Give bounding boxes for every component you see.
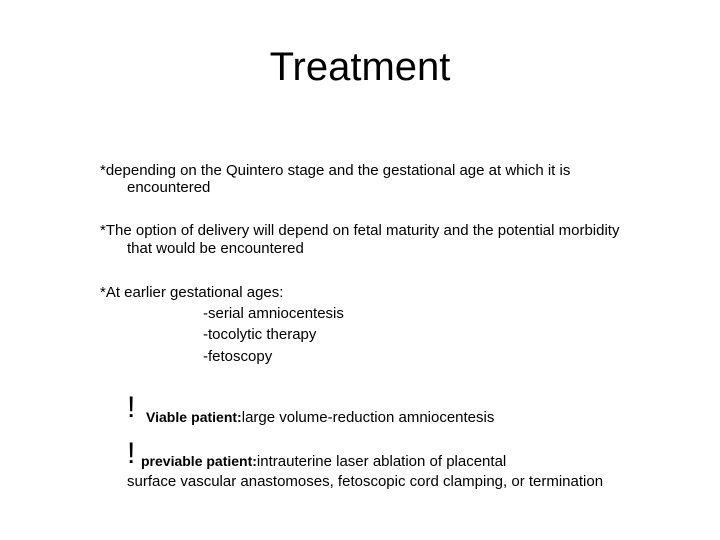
previable-patient-item (141, 451, 506, 472)
bullet-2-line-2: that would be encountered (127, 240, 304, 257)
exclamation-marker: ! (127, 437, 136, 470)
exclamation-marker: ! (127, 391, 136, 424)
sub-item-serial-amniocentesis: -serial amniocentesis (203, 305, 344, 322)
viable-patient-text: large volume-reduction amniocentesis (241, 409, 495, 426)
previable-patient-continuation: surface vascular anastomoses, fetoscopic cord clamping, or termination (127, 473, 604, 490)
previable-label: previable patient: (141, 453, 257, 469)
bullet-3-line-1: *At earlier gestational ages: (100, 284, 284, 301)
bullet-1-line-1: *depending on the Quintero stage and the gestational age at which it is (100, 162, 571, 179)
previable-patient-text: intrauterine laser ablation of placental (256, 453, 507, 470)
viable-label: Viable (146, 409, 187, 425)
viable-patient-item (146, 407, 494, 428)
patient-label: patient: (191, 409, 242, 425)
bullet-1-line-2: encountered (127, 179, 211, 196)
slide-title: Treatment (269, 45, 451, 89)
sub-item-tocolytic-therapy: -tocolytic therapy (203, 326, 317, 343)
bullet-2-line-1: *The option of delivery will depend on fetal maturity and the potential morbidity (100, 222, 620, 239)
sub-item-fetoscopy: -fetoscopy (203, 348, 273, 365)
